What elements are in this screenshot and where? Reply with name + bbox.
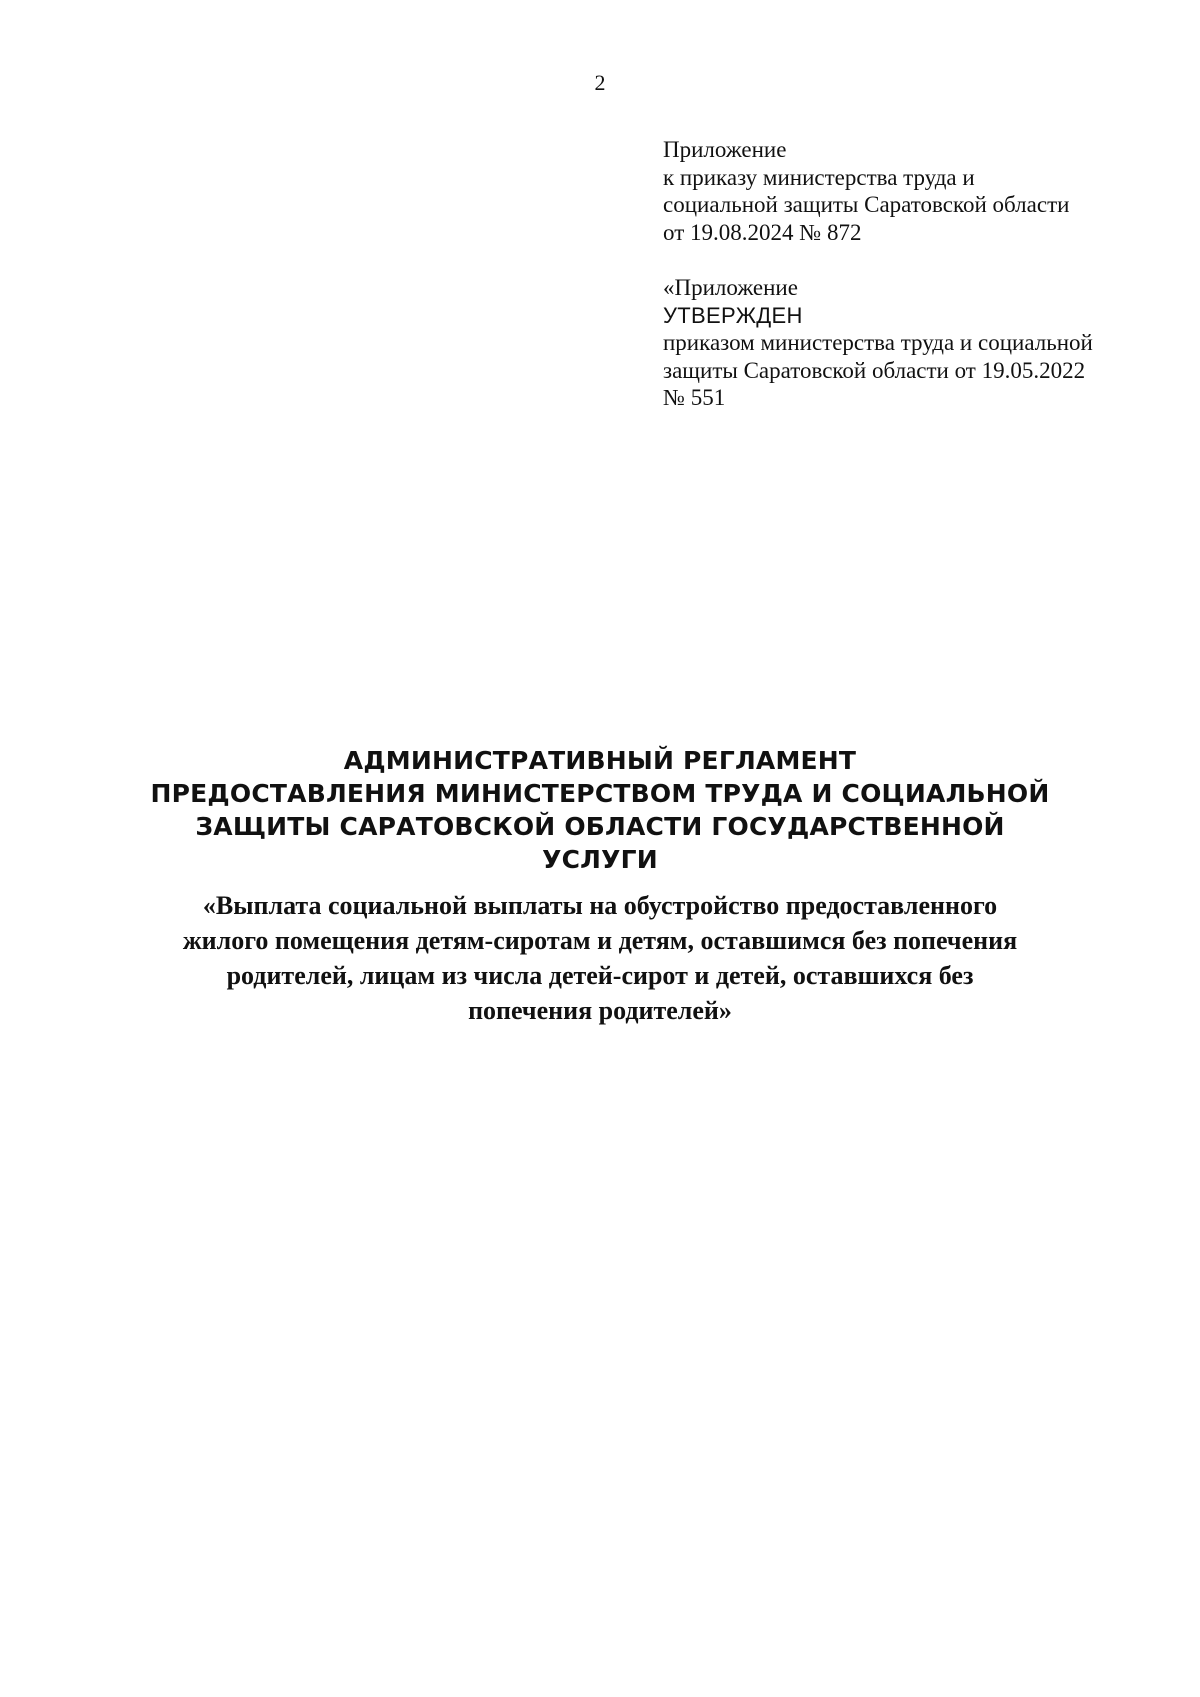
service-name-line: жилого помещения детям-сиротам и детям, оставшимся без попечения xyxy=(182,926,1018,955)
document-title-line: ПРЕДОСТАВЛЕНИЯ МИНИСТЕРСТВОМ ТРУДА И СОЦИАЛЬНОЙ xyxy=(150,779,1050,808)
appendix-heading: Приложение xyxy=(663,137,787,162)
approval-order-number: № 551 xyxy=(663,385,726,410)
appendix-reference-block xyxy=(663,136,1133,246)
service-name-line: родителей, лицам из числа детей-сирот и детей, оставшихся без xyxy=(226,961,974,990)
approval-appendix-heading: «Приложение xyxy=(663,275,798,300)
approval-ministry-date-line: защиты Саратовской области от 19.05.2022 xyxy=(663,357,1086,383)
approved-label: УТВЕРЖДЕН xyxy=(663,302,803,328)
document-title-line: ЗАЩИТЫ САРАТОВСКОЙ ОБЛАСТИ ГОСУДАРСТВЕННОЙ xyxy=(195,812,1005,841)
page-number: 2 xyxy=(594,70,606,95)
service-name xyxy=(130,888,1070,1028)
document-title-block xyxy=(130,744,1070,1028)
appendix-order-line: к приказу министерства труда и xyxy=(663,164,975,190)
service-name-line: попечения родителей» xyxy=(468,996,732,1025)
appendix-order-date-number: от 19.08.2024 № 872 xyxy=(663,219,862,245)
document-title xyxy=(130,744,1070,876)
document-title-line: АДМИНИСТРАТИВНЫЙ РЕГЛАМЕНТ xyxy=(343,746,857,775)
approval-block xyxy=(663,274,1133,412)
approval-order-line: приказом министерства труда и социальной xyxy=(663,330,1093,355)
document-title-line: УСЛУГИ xyxy=(542,845,658,874)
appendix-ministry-line: социальной защиты Саратовской области xyxy=(663,192,1070,217)
service-name-line: «Выплата социальной выплаты на обустройство предоставленного xyxy=(202,891,998,920)
